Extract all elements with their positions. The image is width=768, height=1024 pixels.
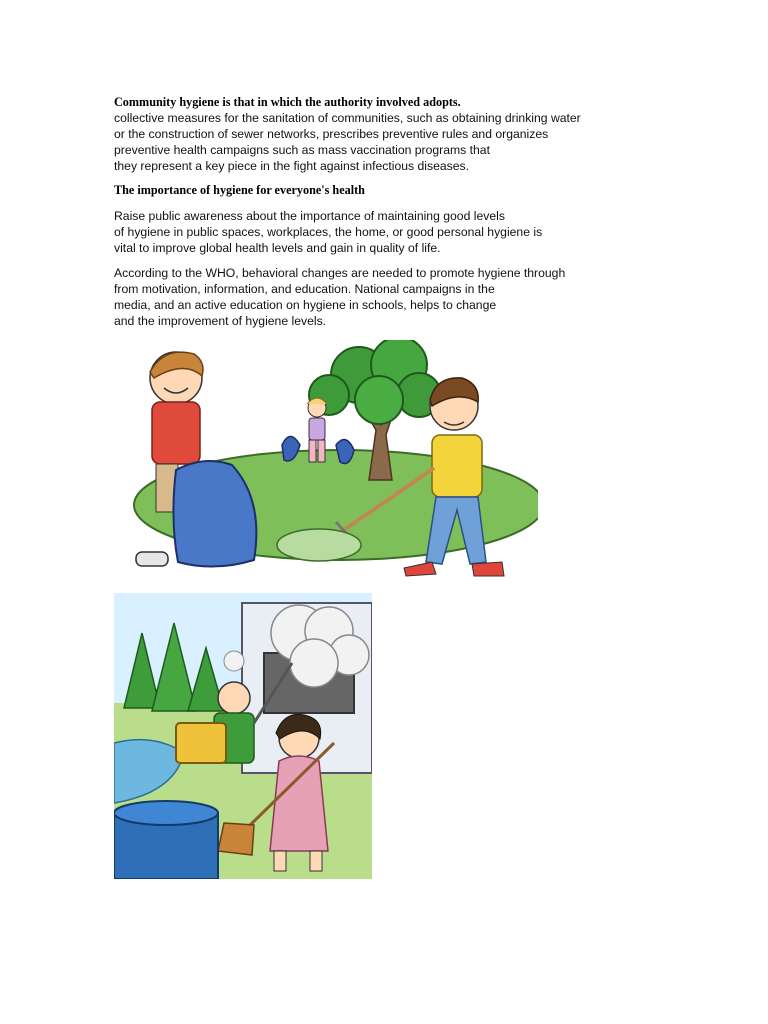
- text-line: collective measures for the sanitation of communities, such as obtaining drinking water: [114, 111, 581, 125]
- paragraph-community-hygiene: [114, 110, 644, 174]
- text-line: and the improvement of hygiene levels.: [114, 314, 327, 328]
- section-heading-importance-of-hygiene: The importance of hygiene for everyone's health: [114, 183, 365, 197]
- paragraph-public-awareness: [114, 208, 644, 256]
- text-line: or the construction of sewer networks, prescribes preventive rules and organizes: [114, 127, 549, 141]
- text-line: of hygiene in public spaces, workplaces, the home, or good personal hygiene is: [114, 225, 543, 239]
- blue-barrel: [114, 801, 218, 879]
- text-line: According to the WHO, behavioral changes are needed to promote hygiene through: [114, 266, 566, 280]
- paragraph-who-behavioral-changes: [114, 265, 644, 329]
- section-heading-community-hygiene: Community hygiene is that in which the authority involved adopts.: [114, 95, 461, 109]
- text-line: they represent a key piece in the fight against infectious diseases.: [114, 159, 470, 173]
- text-line: preventive health campaigns such as mass vaccination programs that: [114, 143, 490, 157]
- household-cleaning-illustration: [114, 593, 372, 879]
- text-line: media, and an active education on hygiene in schools, helps to change: [114, 298, 497, 312]
- text-line: from motivation, information, and education. National campaigns in the: [114, 282, 495, 296]
- text-line: Raise public awareness about the importance of maintaining good levels: [114, 209, 505, 223]
- park-cleanup-illustration: [114, 340, 538, 580]
- text-line: vital to improve global health levels and gain in quality of life.: [114, 241, 441, 255]
